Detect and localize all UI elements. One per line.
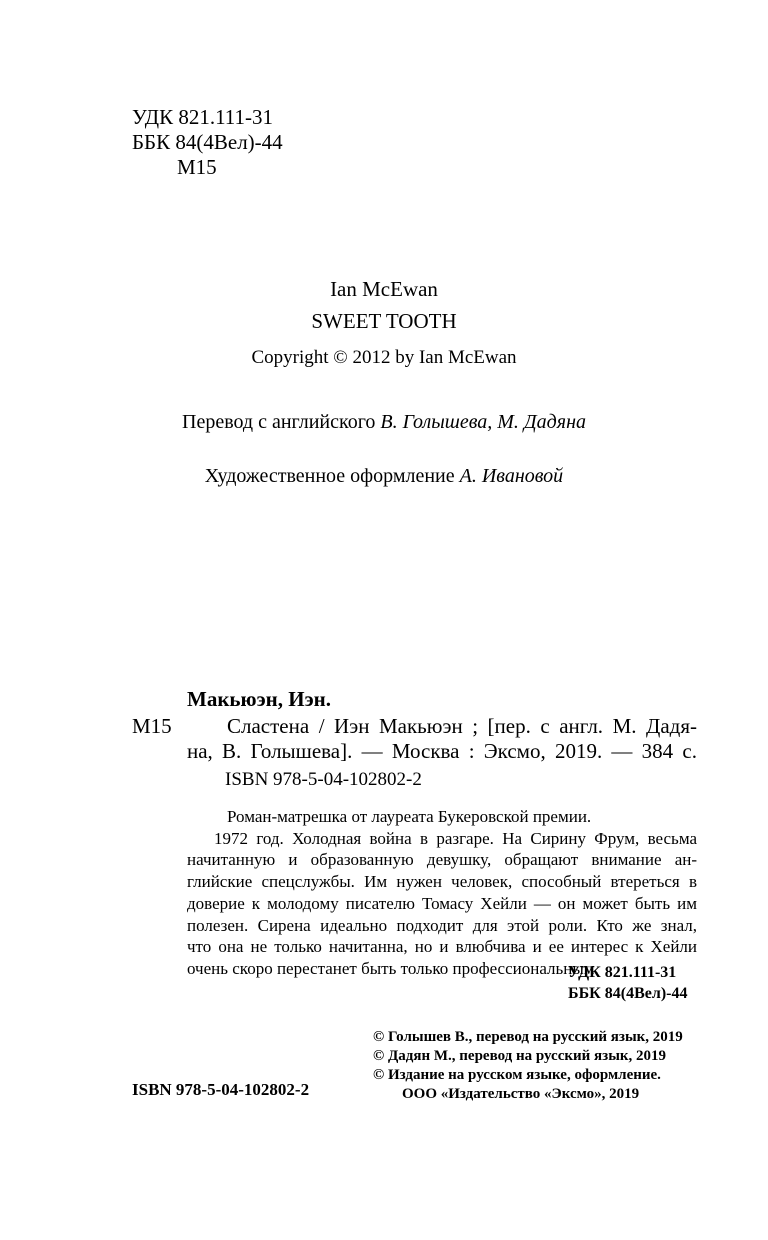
- annotation-line: глийские спецслужбы. Им нужен человек, способный втереться в: [187, 872, 697, 892]
- bbk-code: ББК 84(4Вел)-44: [132, 130, 283, 154]
- annotation-line: Роман-матрешка от лауреата Букеровской премии.: [227, 807, 592, 826]
- translation-credit: [0, 411, 768, 434]
- catalog-description-line: Сластена / Иэн Макьюэн ; [пер. с англ. М. Дадя-: [227, 714, 697, 738]
- original-author: Ian McEwan: [330, 277, 438, 301]
- original-title: SWEET TOOTH: [311, 309, 457, 333]
- copyright-line: © Издание на русском языке, оформление.: [373, 1067, 661, 1083]
- designer: А. Ивановой: [459, 465, 564, 487]
- original-copyright: Copyright © 2012 by Ian McEwan: [251, 347, 517, 368]
- catalog-description: [187, 714, 697, 764]
- copyright-line: © Дадян М., перевод на русский язык, 2019: [373, 1048, 667, 1064]
- copyright-line: ООО «Издательство «Эксмо», 2019: [402, 1086, 640, 1102]
- annotation-line: начитанную и образованную девушку, обращают внимание ан-: [187, 850, 697, 870]
- annotation-line: что она не только начитанна, но и влюбчива и ее интерес к Хейли: [187, 937, 697, 957]
- design-label: Художественное оформление: [204, 465, 455, 487]
- annotation-line: полезен. Сирена идеально подходит для этой роли. Кто же знал,: [187, 915, 697, 935]
- design-credit: [0, 465, 768, 488]
- udk-code-bottom: УДК 821.111-31: [568, 964, 677, 981]
- isbn-bottom: ISBN 978-5-04-102802-2: [132, 1080, 310, 1099]
- annotation-line: 1972 год. Холодная война в разгаре. На Сирину Фрум, весьма: [214, 828, 697, 848]
- annotation: [187, 806, 697, 980]
- annotation-line: доверие к молодому писателю Томасу Хейли — он может быть им: [187, 893, 697, 913]
- bbk-code-bottom: ББК 84(4Вел)-44: [568, 985, 688, 1002]
- classification-bottom: [568, 962, 688, 1004]
- catalog-author-heading: Макьюэн, Иэн.: [187, 687, 332, 711]
- annotation-line: очень скоро перестанет быть только профессиональным.: [187, 958, 599, 978]
- udk-code: УДК 821.111-31: [132, 105, 274, 129]
- copyright-notices: [373, 1028, 683, 1104]
- catalog-description-line: на, В. Голышева]. — Москва : Эксмо, 2019. — 384 с.: [187, 739, 697, 763]
- copyright-line: © Голышев В., перевод на русский язык, 2019: [373, 1029, 683, 1045]
- author-mark: М15: [177, 155, 217, 179]
- translators: В. Голышева, М. Дадяна: [380, 411, 586, 433]
- classification-block: [132, 105, 283, 180]
- catalog-author-mark: М15: [132, 714, 172, 738]
- catalog-isbn: ISBN 978-5-04-102802-2: [225, 769, 422, 790]
- translation-label: Перевод с английского: [182, 411, 376, 433]
